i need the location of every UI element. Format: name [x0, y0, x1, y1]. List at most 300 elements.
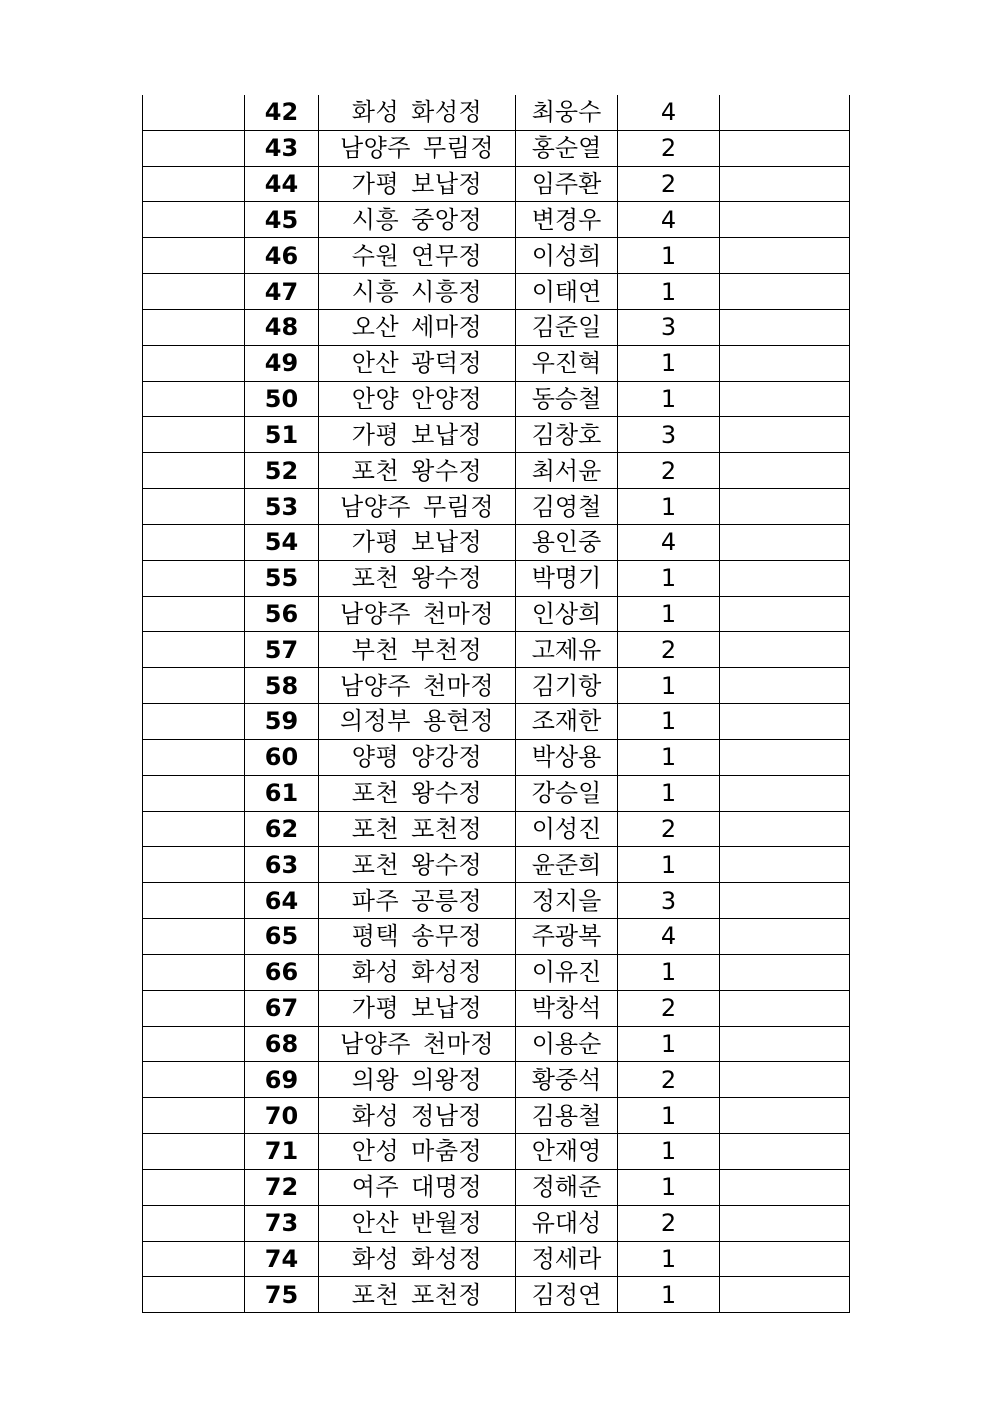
- empty-cell: [143, 560, 245, 596]
- table-row: [143, 1062, 850, 1098]
- row-number: 63: [245, 847, 319, 883]
- person-name: 정해준: [516, 1169, 618, 1205]
- row-number: 49: [245, 345, 319, 381]
- count-cell: 1: [618, 274, 720, 310]
- row-number: 73: [245, 1205, 319, 1241]
- row-number: 62: [245, 811, 319, 847]
- empty-cell: [720, 95, 850, 130]
- club-name: 포천정: [411, 814, 483, 843]
- club-cell: [319, 202, 516, 238]
- row-number: 50: [245, 381, 319, 417]
- empty-cell: [720, 883, 850, 919]
- table-row: [143, 990, 850, 1026]
- table-row: [143, 847, 850, 883]
- table-row: [143, 560, 850, 596]
- count-cell: 1: [618, 560, 720, 596]
- empty-cell: [720, 775, 850, 811]
- table-row: [143, 309, 850, 345]
- row-number: 70: [245, 1098, 319, 1134]
- club-cell: [319, 1241, 516, 1277]
- empty-cell: [143, 345, 245, 381]
- club-cell: [319, 1062, 516, 1098]
- table-row: [143, 202, 850, 238]
- club-name: 왕수정: [411, 564, 483, 593]
- empty-cell: [720, 704, 850, 740]
- row-number: 66: [245, 954, 319, 990]
- club-cell: [319, 489, 516, 525]
- count-cell: 2: [618, 453, 720, 489]
- empty-cell: [720, 130, 850, 166]
- city-name: 화성: [351, 958, 400, 987]
- city-name: 오산: [351, 313, 400, 342]
- row-number: 54: [245, 524, 319, 560]
- club-cell: [319, 130, 516, 166]
- row-number: 45: [245, 202, 319, 238]
- count-cell: 1: [618, 238, 720, 274]
- club-cell: [319, 739, 516, 775]
- empty-cell: [143, 1098, 245, 1134]
- city-name: 가평: [351, 528, 400, 557]
- row-number: 53: [245, 489, 319, 525]
- count-cell: 2: [618, 1062, 720, 1098]
- club-name: 세마정: [411, 313, 483, 342]
- person-name: 용인중: [516, 524, 618, 560]
- empty-cell: [143, 1169, 245, 1205]
- empty-cell: [720, 811, 850, 847]
- count-cell: 1: [618, 1134, 720, 1170]
- row-number: 58: [245, 668, 319, 704]
- city-name: 안양: [351, 385, 400, 414]
- person-name: 강승일: [516, 775, 618, 811]
- row-number: 47: [245, 274, 319, 310]
- empty-cell: [143, 668, 245, 704]
- roster-body: [143, 95, 850, 1313]
- row-number: 75: [245, 1277, 319, 1313]
- club-name: 화성정: [411, 1244, 483, 1273]
- empty-cell: [720, 417, 850, 453]
- row-number: 60: [245, 739, 319, 775]
- city-name: 시흥: [351, 205, 400, 234]
- city-name: 안산: [351, 1209, 400, 1238]
- club-cell: [319, 1277, 516, 1313]
- person-name: 변경우: [516, 202, 618, 238]
- city-name: 양평: [351, 743, 400, 772]
- person-name: 김영철: [516, 489, 618, 525]
- table-row: [143, 1134, 850, 1170]
- table-row: [143, 274, 850, 310]
- empty-cell: [143, 417, 245, 453]
- table-row: [143, 883, 850, 919]
- row-number: 55: [245, 560, 319, 596]
- row-number: 74: [245, 1241, 319, 1277]
- person-name: 유대성: [516, 1205, 618, 1241]
- empty-cell: [143, 1205, 245, 1241]
- empty-cell: [720, 1241, 850, 1277]
- table-row: [143, 775, 850, 811]
- empty-cell: [720, 238, 850, 274]
- club-name: 마춤정: [411, 1137, 483, 1166]
- empty-cell: [143, 274, 245, 310]
- club-name: 대명정: [411, 1173, 483, 1202]
- table-row: [143, 919, 850, 955]
- empty-cell: [720, 739, 850, 775]
- club-name: 왕수정: [411, 850, 483, 879]
- empty-cell: [720, 274, 850, 310]
- city-name: 화성: [351, 98, 400, 127]
- empty-cell: [143, 453, 245, 489]
- person-name: 인상희: [516, 596, 618, 632]
- person-name: 고제유: [516, 632, 618, 668]
- empty-cell: [143, 1026, 245, 1062]
- empty-cell: [720, 1277, 850, 1313]
- club-cell: [319, 1169, 516, 1205]
- club-cell: [319, 919, 516, 955]
- club-cell: [319, 811, 516, 847]
- person-name: 이성진: [516, 811, 618, 847]
- club-cell: [319, 560, 516, 596]
- empty-cell: [720, 1205, 850, 1241]
- club-cell: [319, 166, 516, 202]
- city-name: 남양주: [339, 1029, 411, 1058]
- club-cell: [319, 632, 516, 668]
- empty-cell: [720, 1062, 850, 1098]
- count-cell: 1: [618, 1241, 720, 1277]
- empty-cell: [143, 524, 245, 560]
- count-cell: 1: [618, 1169, 720, 1205]
- club-cell: [319, 704, 516, 740]
- city-name: 의정부: [339, 707, 411, 736]
- person-name: 황중석: [516, 1062, 618, 1098]
- person-name: 박상용: [516, 739, 618, 775]
- empty-cell: [720, 954, 850, 990]
- city-name: 파주: [351, 886, 400, 915]
- row-number: 57: [245, 632, 319, 668]
- club-name: 광덕정: [411, 349, 483, 378]
- empty-cell: [720, 560, 850, 596]
- city-name: 화성: [351, 1244, 400, 1273]
- city-name: 가평: [351, 994, 400, 1023]
- table-row: [143, 954, 850, 990]
- empty-cell: [720, 489, 850, 525]
- city-name: 포천: [351, 814, 400, 843]
- city-name: 시흥: [351, 277, 400, 306]
- empty-cell: [143, 202, 245, 238]
- table-row: [143, 1277, 850, 1313]
- empty-cell: [143, 990, 245, 1026]
- empty-cell: [720, 381, 850, 417]
- club-name: 보납정: [411, 420, 483, 449]
- city-name: 포천: [351, 456, 400, 485]
- count-cell: 2: [618, 990, 720, 1026]
- count-cell: 1: [618, 739, 720, 775]
- empty-cell: [143, 238, 245, 274]
- club-cell: [319, 1134, 516, 1170]
- empty-cell: [143, 811, 245, 847]
- row-number: 46: [245, 238, 319, 274]
- empty-cell: [143, 883, 245, 919]
- row-number: 61: [245, 775, 319, 811]
- club-name: 공릉정: [411, 886, 483, 915]
- count-cell: 2: [618, 166, 720, 202]
- count-cell: 1: [618, 668, 720, 704]
- count-cell: 3: [618, 883, 720, 919]
- count-cell: 2: [618, 1205, 720, 1241]
- city-name: 포천: [351, 564, 400, 593]
- table-row: [143, 130, 850, 166]
- club-name: 연무정: [411, 241, 483, 270]
- count-cell: 3: [618, 309, 720, 345]
- person-name: 박창석: [516, 990, 618, 1026]
- empty-cell: [720, 990, 850, 1026]
- city-name: 가평: [351, 420, 400, 449]
- city-name: 남양주: [339, 600, 411, 628]
- city-name: 남양주: [339, 492, 411, 521]
- person-name: 김창호: [516, 417, 618, 453]
- person-name: 김기항: [516, 668, 618, 704]
- person-name: 임주환: [516, 166, 618, 202]
- person-name: 동승철: [516, 381, 618, 417]
- club-name: 무림정: [423, 134, 495, 163]
- club-cell: [319, 954, 516, 990]
- city-name: 남양주: [339, 134, 411, 163]
- count-cell: 1: [618, 847, 720, 883]
- club-name: 중앙정: [411, 205, 483, 234]
- person-name: 김정연: [516, 1277, 618, 1313]
- table-row: [143, 668, 850, 704]
- row-number: 42: [245, 95, 319, 130]
- club-name: 포천정: [411, 1280, 483, 1309]
- person-name: 이유진: [516, 954, 618, 990]
- table-row: [143, 1169, 850, 1205]
- table-row: [143, 739, 850, 775]
- club-name: 용현정: [423, 707, 495, 736]
- club-name: 왕수정: [411, 779, 483, 808]
- city-name: 의왕: [351, 1065, 400, 1094]
- table-row: [143, 1026, 850, 1062]
- table-row: [143, 1098, 850, 1134]
- row-number: 72: [245, 1169, 319, 1205]
- club-cell: [319, 309, 516, 345]
- person-name: 최웅수: [516, 95, 618, 130]
- empty-cell: [143, 166, 245, 202]
- empty-cell: [143, 739, 245, 775]
- club-cell: [319, 453, 516, 489]
- city-name: 안산: [351, 349, 400, 378]
- person-name: 우진혁: [516, 345, 618, 381]
- club-name: 양강정: [411, 743, 483, 772]
- club-cell: [319, 274, 516, 310]
- person-name: 조재한: [516, 704, 618, 740]
- table-row: [143, 453, 850, 489]
- person-name: 정지을: [516, 883, 618, 919]
- row-number: 71: [245, 1134, 319, 1170]
- club-name: 보납정: [411, 170, 483, 199]
- empty-cell: [143, 596, 245, 632]
- club-cell: [319, 524, 516, 560]
- empty-cell: [143, 95, 245, 130]
- empty-cell: [720, 202, 850, 238]
- count-cell: 1: [618, 1277, 720, 1313]
- club-name: 천마정: [423, 1029, 495, 1058]
- person-name: 이성희: [516, 238, 618, 274]
- count-cell: 1: [618, 345, 720, 381]
- club-cell: [319, 381, 516, 417]
- club-cell: [319, 1098, 516, 1134]
- count-cell: 4: [618, 95, 720, 130]
- empty-cell: [720, 847, 850, 883]
- club-name: 정남정: [411, 1101, 483, 1130]
- empty-cell: [143, 309, 245, 345]
- club-name: 의왕정: [411, 1065, 483, 1094]
- count-cell: 2: [618, 811, 720, 847]
- row-number: 59: [245, 704, 319, 740]
- empty-cell: [720, 1169, 850, 1205]
- table-row: [143, 632, 850, 668]
- city-name: 포천: [351, 1280, 400, 1309]
- table-row: [143, 238, 850, 274]
- empty-cell: [720, 1134, 850, 1170]
- empty-cell: [143, 130, 245, 166]
- table-row: [143, 1205, 850, 1241]
- empty-cell: [143, 489, 245, 525]
- row-number: 68: [245, 1026, 319, 1062]
- empty-cell: [720, 345, 850, 381]
- person-name: 홍순열: [516, 130, 618, 166]
- club-cell: [319, 883, 516, 919]
- club-name: 안양정: [411, 385, 483, 414]
- empty-cell: [720, 524, 850, 560]
- person-name: 김용철: [516, 1098, 618, 1134]
- city-name: 평택: [351, 922, 400, 951]
- count-cell: 1: [618, 704, 720, 740]
- table-row: [143, 524, 850, 560]
- empty-cell: [720, 919, 850, 955]
- count-cell: 2: [618, 130, 720, 166]
- club-cell: [319, 668, 516, 704]
- person-name: 최서윤: [516, 453, 618, 489]
- empty-cell: [720, 632, 850, 668]
- empty-cell: [720, 596, 850, 632]
- count-cell: 1: [618, 381, 720, 417]
- table-row: [143, 811, 850, 847]
- person-name: 안재영: [516, 1134, 618, 1170]
- person-name: 이태연: [516, 274, 618, 310]
- empty-cell: [143, 381, 245, 417]
- club-name: 천마정: [423, 671, 495, 700]
- club-cell: [319, 596, 516, 632]
- club-name: 송무정: [411, 922, 483, 951]
- club-cell: [319, 1026, 516, 1062]
- empty-cell: [143, 847, 245, 883]
- club-cell: [319, 1205, 516, 1241]
- city-name: 수원: [351, 241, 400, 270]
- table-row: [143, 381, 850, 417]
- row-number: 64: [245, 883, 319, 919]
- empty-cell: [720, 309, 850, 345]
- empty-cell: [143, 954, 245, 990]
- table-row: [143, 95, 850, 130]
- city-name: 안성: [351, 1137, 400, 1166]
- row-number: 65: [245, 919, 319, 955]
- count-cell: 1: [618, 954, 720, 990]
- person-name: 김준일: [516, 309, 618, 345]
- club-cell: [319, 775, 516, 811]
- table-row: [143, 417, 850, 453]
- city-name: 여주: [351, 1173, 400, 1202]
- club-cell: [319, 417, 516, 453]
- empty-cell: [143, 704, 245, 740]
- person-name: 박명기: [516, 560, 618, 596]
- table-row: [143, 166, 850, 202]
- empty-cell: [720, 668, 850, 704]
- city-name: 가평: [351, 170, 400, 199]
- city-name: 포천: [351, 779, 400, 808]
- empty-cell: [143, 919, 245, 955]
- count-cell: 4: [618, 919, 720, 955]
- city-name: 남양주: [339, 671, 411, 700]
- club-name: 화성정: [411, 98, 483, 127]
- person-name: 이용순: [516, 1026, 618, 1062]
- count-cell: 4: [618, 524, 720, 560]
- row-number: 48: [245, 309, 319, 345]
- table-row: [143, 345, 850, 381]
- row-number: 43: [245, 130, 319, 166]
- person-name: 정세라: [516, 1241, 618, 1277]
- club-cell: [319, 345, 516, 381]
- club-cell: [319, 95, 516, 130]
- count-cell: 1: [618, 1026, 720, 1062]
- city-name: 부천: [351, 635, 400, 664]
- club-name: 무림정: [423, 492, 495, 521]
- person-name: 주광복: [516, 919, 618, 955]
- empty-cell: [720, 1026, 850, 1062]
- count-cell: 1: [618, 596, 720, 632]
- club-name: 보납정: [411, 994, 483, 1023]
- empty-cell: [143, 1277, 245, 1313]
- club-name: 시흥정: [411, 277, 483, 306]
- row-number: 69: [245, 1062, 319, 1098]
- club-name: 화성정: [411, 958, 483, 987]
- club-cell: [319, 990, 516, 1026]
- empty-cell: [143, 1241, 245, 1277]
- table-row: [143, 489, 850, 525]
- table-row: [143, 1241, 850, 1277]
- city-name: 포천: [351, 850, 400, 879]
- club-name: 보납정: [411, 528, 483, 557]
- city-name: 화성: [351, 1101, 400, 1130]
- row-number: 51: [245, 417, 319, 453]
- row-number: 56: [245, 596, 319, 632]
- club-cell: [319, 238, 516, 274]
- club-name: 천마정: [423, 600, 495, 628]
- row-number: 67: [245, 990, 319, 1026]
- row-number: 52: [245, 453, 319, 489]
- roster-table: [142, 95, 850, 1313]
- empty-cell: [143, 1062, 245, 1098]
- empty-cell: [143, 1134, 245, 1170]
- empty-cell: [143, 632, 245, 668]
- person-name: 윤준희: [516, 847, 618, 883]
- empty-cell: [143, 775, 245, 811]
- club-name: 왕수정: [411, 456, 483, 485]
- club-name: 부천정: [411, 635, 483, 664]
- count-cell: 2: [618, 632, 720, 668]
- row-number: 44: [245, 166, 319, 202]
- count-cell: 3: [618, 417, 720, 453]
- count-cell: 1: [618, 775, 720, 811]
- count-cell: 1: [618, 1098, 720, 1134]
- count-cell: 4: [618, 202, 720, 238]
